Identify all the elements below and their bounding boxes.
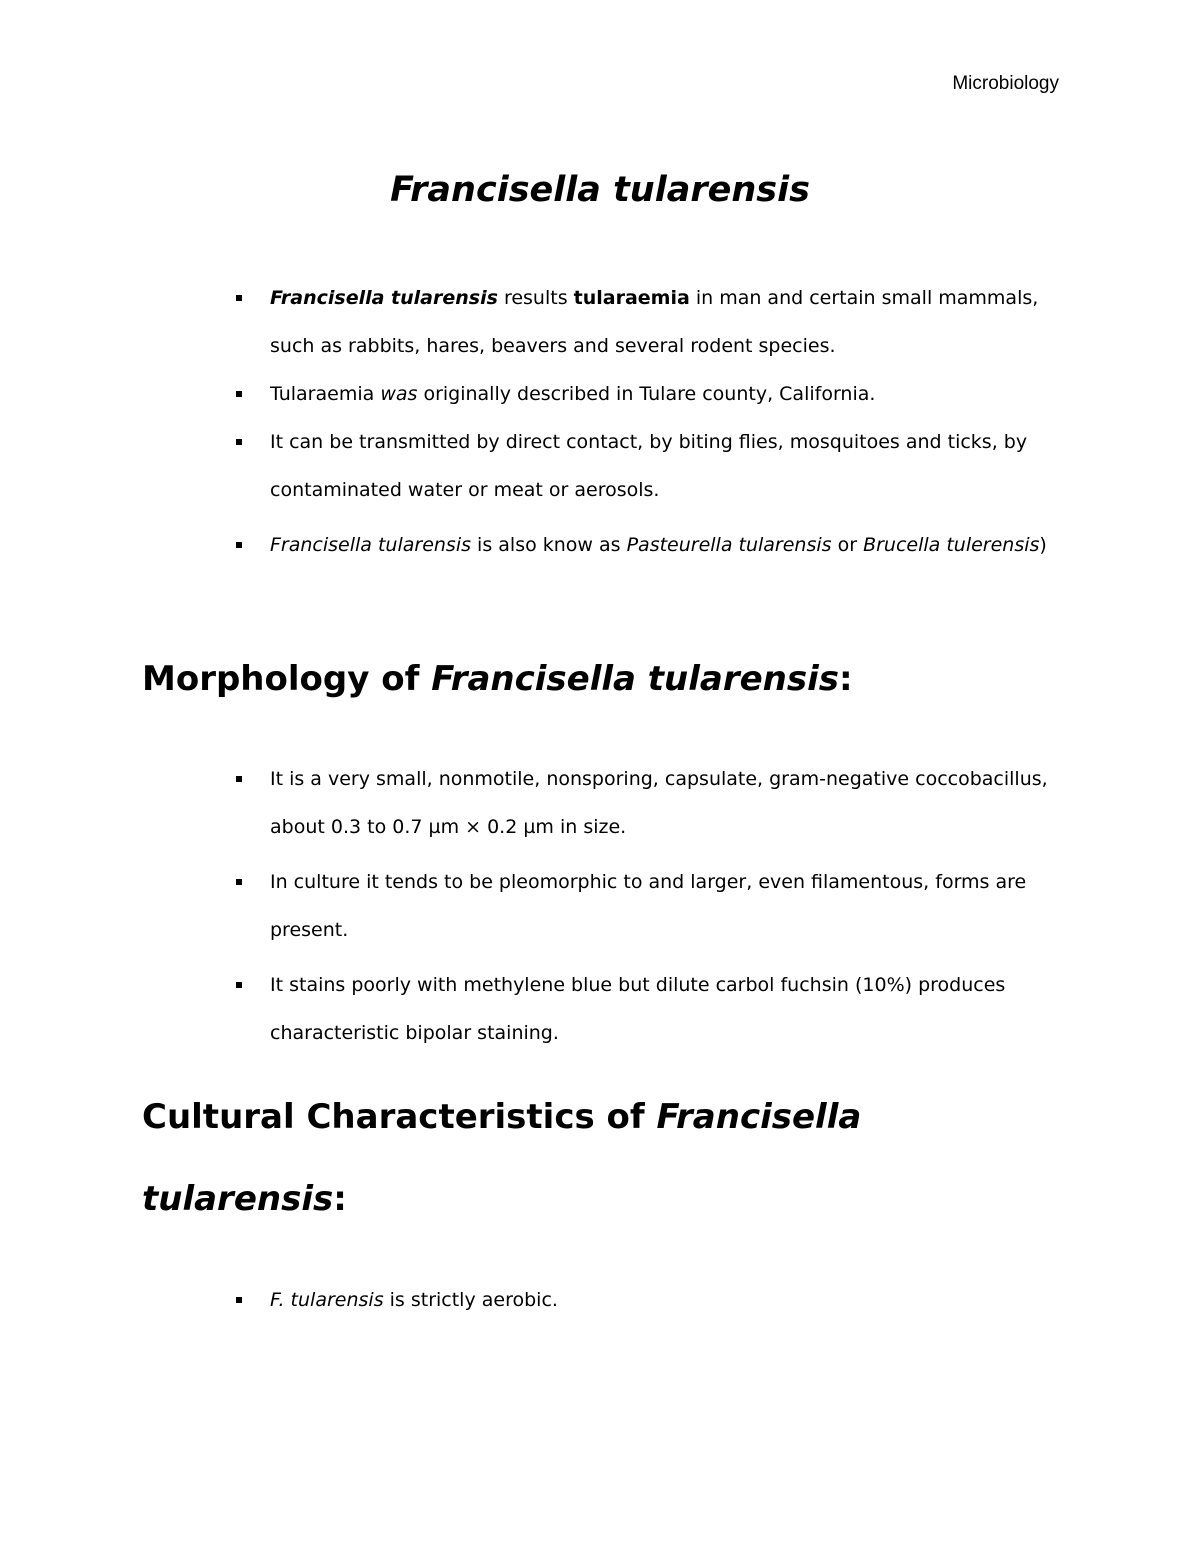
list-item: Francisella tularensis results tularaemia in man and certain small mammals, such as rabbits, hares, beavers and several rodent species. xyxy=(0,274,1200,370)
morphology-list xyxy=(0,755,1200,1057)
list-item: It stains poorly with methylene blue but dilute carbol fuchsin (10%) produces characteristic bipolar staining. xyxy=(0,961,1200,1057)
organism-name: F. tularensis xyxy=(270,1289,384,1311)
organism-name: Francisella tularensis xyxy=(270,287,498,309)
morphology-heading: Morphology of Francisella tularensis: xyxy=(142,659,853,699)
synonym-name: Brucella tulerensis xyxy=(863,534,1040,556)
list-item: It is a very small, nonmotile, nonsporing, capsulate, gram-negative coccobacillus, about 0.3 to 0.7 µm × 0.2 µm in size. xyxy=(0,755,1200,851)
document-title: Francisella tularensis xyxy=(390,170,810,210)
organism-name: Francisella tularensis xyxy=(270,534,472,556)
intro-list xyxy=(0,274,1200,569)
list-item: Francisella tularensis is also know as Pasteurella tularensis or Brucella tulerensis) xyxy=(0,521,1200,569)
running-header: Microbiology xyxy=(952,73,1059,94)
list-item: Tularaemia was originally described in Tulare county, California. xyxy=(0,370,1200,418)
cultural-heading: Cultural Characteristics of Francisella tularensis: xyxy=(142,1097,862,1219)
cultural-list xyxy=(0,1276,1200,1324)
list-item: In culture it tends to be pleomorphic to and larger, even filamentous, forms are present. xyxy=(0,858,1200,954)
disease-name: tularaemia xyxy=(573,287,690,309)
list-item: F. tularensis is strictly aerobic. xyxy=(0,1276,1200,1324)
list-item: It can be transmitted by direct contact, by biting flies, mosquitoes and ticks, by contaminated water or meat or aerosols. xyxy=(0,418,1200,514)
synonym-name: Pasteurella tularensis xyxy=(626,534,832,556)
